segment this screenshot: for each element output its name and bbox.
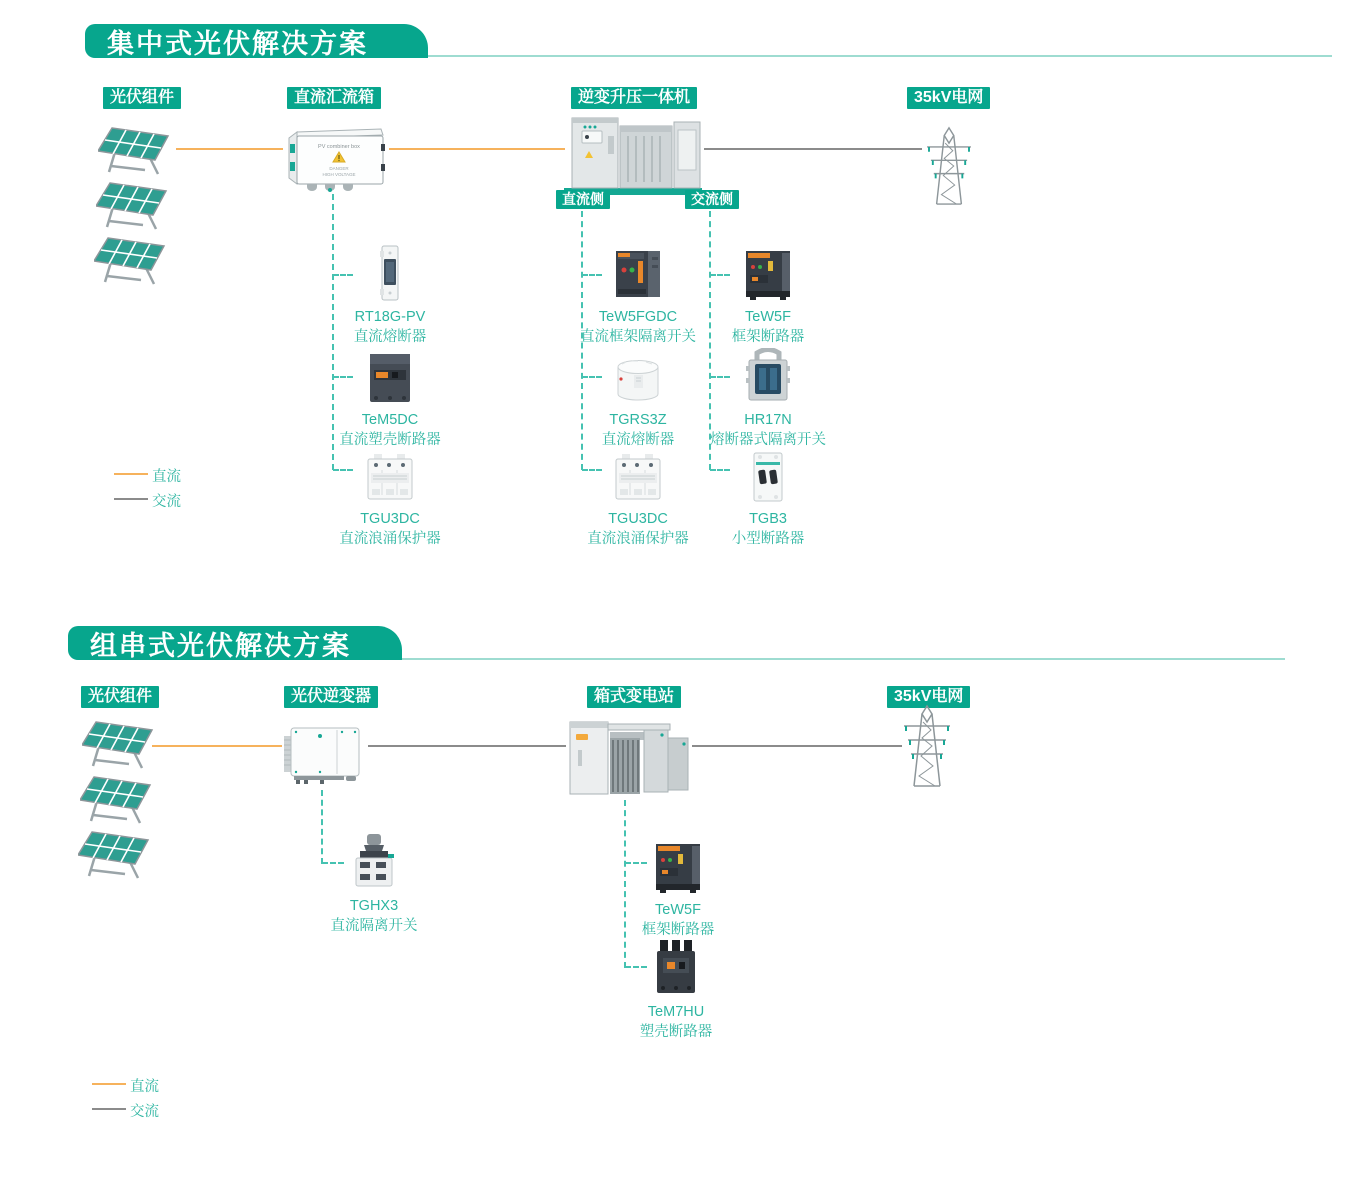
component-tem5dc [305, 346, 475, 451]
component-desc: 直流熔断器 [353, 329, 427, 346]
component-tew5f-2 [593, 836, 763, 941]
component-desc: 直流塑壳断路器 [339, 432, 441, 449]
component-desc: 小型断路器 [731, 531, 805, 548]
component-tgb3 [683, 445, 853, 550]
component-model: TeM5DC [361, 412, 419, 428]
svg-text:DANGER: DANGER [329, 166, 349, 171]
dc-side-badge: 直流侧 [556, 190, 610, 209]
component-model: HR17N [744, 412, 792, 428]
pv-inverter-icon [280, 722, 368, 793]
grid-tower-icon [920, 126, 978, 211]
component-model: RT18G-PV [354, 309, 426, 325]
dc-line [176, 148, 283, 150]
stage-badge-pv-modules-2: 光伏组件 [81, 686, 159, 708]
section2-title: 组串式光伏解决方案 [68, 626, 402, 660]
legend-dc-line [92, 1083, 126, 1085]
grid-tower-icon [898, 702, 956, 795]
stage-badge-35kv-grid-2: 35kV电网 [887, 686, 970, 708]
solar-panel-icon [82, 720, 162, 777]
tew5f-device-icon [593, 836, 763, 894]
svg-text:PV combiner box: PV combiner box [318, 144, 360, 150]
tgb3-device-icon [683, 445, 853, 503]
component-desc: 直流隔离开关 [330, 918, 418, 935]
combiner-box-icon [281, 116, 389, 207]
component-model: TGU3DC [360, 511, 420, 527]
component-model: TeW5F [745, 309, 791, 325]
component-desc: 塑壳断路器 [639, 1024, 713, 1041]
legend-ac-label: 交流 [130, 1104, 159, 1120]
ac-line [692, 745, 902, 747]
solar-panel-icon [80, 775, 160, 832]
ac-line [368, 745, 566, 747]
tem5dc-device-icon [305, 346, 475, 404]
solar-panel-icon [96, 181, 176, 238]
component-model: TeW5FGDC [598, 309, 678, 325]
tgu3dc-device-icon [305, 445, 475, 503]
component-tew5f-1 [683, 243, 853, 348]
legend-ac-line [114, 498, 148, 500]
stage-badge-pv-modules-1: 光伏组件 [103, 87, 181, 109]
component-desc: 熔断器式隔离开关 [710, 432, 826, 449]
svg-text:HIGH VOLTAGE: HIGH VOLTAGE [322, 172, 356, 177]
component-desc: 框架断路器 [731, 329, 805, 346]
tem7hu-device-icon [591, 938, 761, 996]
legend-ac-line [92, 1108, 126, 1110]
legend-ac-label: 交流 [152, 494, 181, 510]
ac-side-badge: 交流侧 [685, 190, 739, 209]
stage-badge-35kv-grid-1: 35kV电网 [907, 87, 990, 109]
component-model: TGU3DC [608, 511, 668, 527]
component-tghx3 [289, 832, 459, 937]
stage-badge-box-substation: 箱式变电站 [587, 686, 681, 708]
component-model: TeM7HU [647, 1004, 705, 1020]
component-desc: 直流浪涌保护器 [587, 531, 689, 548]
stage-badge-pv-inverter: 光伏逆变器 [284, 686, 378, 708]
component-tgu3dc [305, 445, 475, 550]
component-hr17n [683, 346, 853, 451]
solar-panel-icon [98, 126, 178, 183]
legend-dc-label: 直流 [152, 469, 181, 485]
dc-line [152, 745, 282, 747]
tghx3-device-icon [289, 832, 459, 890]
component-tem7hu [591, 938, 761, 1043]
component-desc: 框架断路器 [641, 922, 715, 939]
dc-line [389, 148, 565, 150]
component-model: TGHX3 [349, 898, 399, 914]
component-model: TGB3 [749, 511, 787, 527]
component-desc: 直流框架隔离开关 [580, 329, 696, 346]
component-model: TeW5F [655, 902, 701, 918]
component-desc: 直流熔断器 [601, 432, 675, 449]
component-desc: 直流浪涌保护器 [339, 531, 441, 548]
component-rt18g-pv [305, 243, 475, 348]
component-model: TGRS3Z [609, 412, 667, 428]
section1-title: 集中式光伏解决方案 [85, 24, 428, 58]
stage-badge-inverter-booster-station: 逆变升压一体机 [571, 87, 697, 109]
hr17n-device-icon [683, 346, 853, 404]
ac-line [704, 148, 922, 150]
tew5f-device-icon [683, 243, 853, 301]
solar-panel-icon [78, 830, 158, 887]
legend-dc-label: 直流 [130, 1079, 159, 1095]
legend-dc-line [114, 473, 148, 475]
box-substation-icon [564, 708, 692, 805]
solar-panel-icon [94, 236, 174, 293]
rt18g-pv-device-icon [305, 243, 475, 301]
stage-badge-dc-combiner-box: 直流汇流箱 [287, 87, 381, 109]
